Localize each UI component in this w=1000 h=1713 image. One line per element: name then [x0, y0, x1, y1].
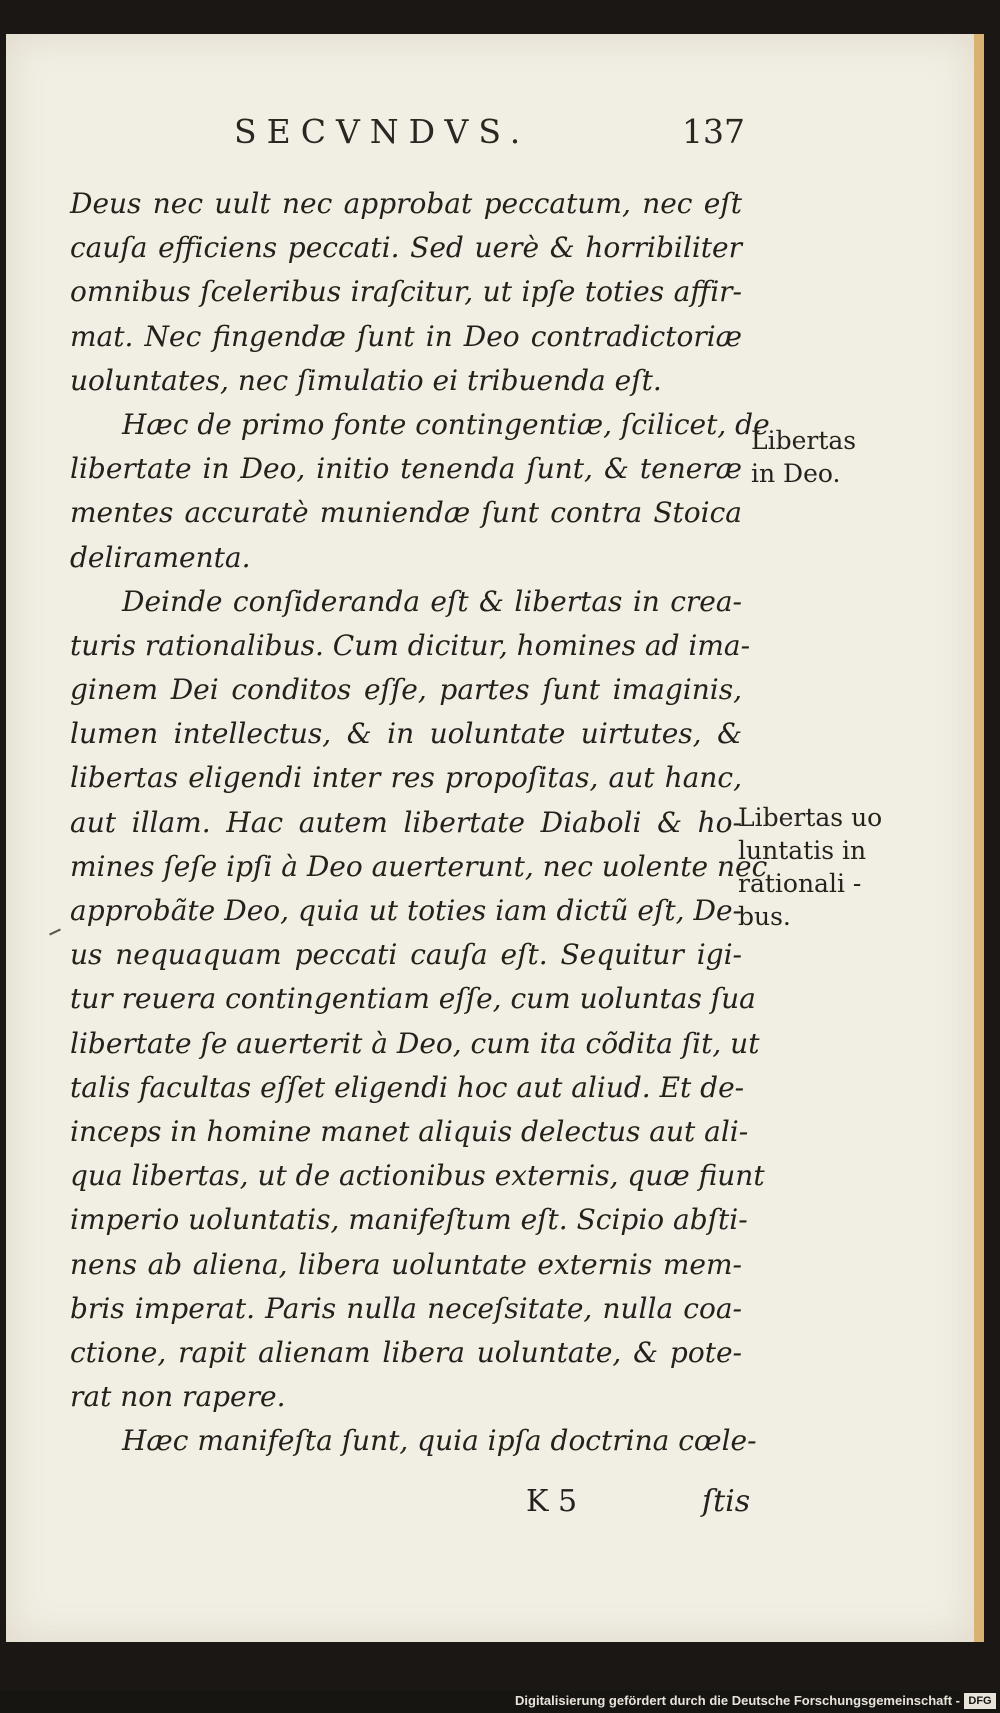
text-line: tur reuera contingentiam eſſe, cum uoluntas ſua — [70, 982, 756, 1016]
marginal-note-libertas-voluntatis — [738, 801, 882, 933]
text-line: ginem Dei conditos eſſe, partes ſunt imaginis, — [70, 673, 742, 707]
text-line: Deus nec uult nec approbat peccatum, nec eſt — [70, 187, 742, 220]
text-line: omnibus ſceleribus iraſcitur, ut ipſe toties affir- — [70, 275, 742, 309]
text-line: bris imperat. Paris nulla neceſsitate, nulla coa- — [70, 1291, 742, 1325]
text-line: Hæc manifeſta ſunt, quia ipſa doctrina cœle- — [122, 1424, 757, 1458]
text-line: Deinde conſideranda eſt & libertas in crea- — [122, 584, 742, 618]
running-head — [6, 112, 974, 172]
text-line: cauſa efficiens peccati. Sed uerè & horribiliter — [70, 231, 742, 265]
text-line: qua libertas, ut de actionibus externis, quæ fiunt — [70, 1159, 765, 1193]
text-line: deliramenta. — [70, 540, 251, 574]
text-line: nens ab aliena, libera uoluntate externis mem- — [70, 1247, 742, 1281]
text-line: rat non rapere. — [70, 1380, 286, 1414]
text-line: approbãte Deo, quia ut toties iam dictũ eſt, De- — [70, 894, 742, 927]
running-head-title: SECVNDVS. — [234, 112, 531, 151]
body-text — [70, 182, 770, 1463]
text-line: libertas eligendi inter res propoſitas, aut hanc, — [70, 761, 742, 795]
text-line: libertate ſe auerterit à Deo, cum ita cõdita ſit, ut — [70, 1026, 760, 1060]
marginal-note-line: bus. — [738, 902, 791, 931]
signature-mark: K 5 — [526, 1484, 578, 1519]
page-footer — [6, 1484, 974, 1534]
book-page — [6, 34, 984, 1642]
text-line: inceps in homine manet aliquis delectus aut ali- — [70, 1114, 749, 1148]
dfg-logo-icon: DFG — [964, 1693, 996, 1709]
text-line: turis rationalibus. Cum dicitur, homines ad ima- — [70, 628, 751, 662]
marginal-note-line: luntatis in — [738, 836, 867, 865]
page-number: 137 — [682, 112, 745, 151]
credit-bar — [0, 1691, 1000, 1713]
credit-text: Digitalisierung gefördert durch die Deutsche Forschungsgemeinschaft - — [515, 1693, 960, 1708]
ink-mark — [49, 929, 61, 936]
marginal-note-line: Libertas — [751, 426, 857, 455]
text-line: libertate in Deo, initio tenenda ſunt, & teneræ — [70, 452, 742, 486]
text-line: Hæc de primo fonte contingentiæ, ſcilicet, de — [122, 407, 770, 441]
text-line: mentes accuratè muniendæ ſunt contra Stoica — [70, 496, 742, 530]
text-line: mines ſeſe ipſi à Deo auerterunt, nec uolente nec — [70, 849, 768, 883]
catchword: ſtis — [702, 1484, 751, 1519]
text-line: us nequaquam peccati cauſa eſt. Sequitur igi- — [70, 938, 742, 972]
marginal-note-line: rationali - — [738, 869, 862, 898]
text-line: uoluntates, nec ſimulatio ei tribuenda eſt. — [70, 363, 662, 397]
text-line: aut illam. Hac autem libertate Diaboli & ho- — [70, 805, 742, 839]
text-line: lumen intellectus, & in uoluntate uirtutes, & — [70, 717, 742, 751]
text-line: talis facultas eſſet eligendi hoc aut aliud. Et de- — [70, 1070, 745, 1104]
marginal-note-line: in Deo. — [751, 459, 841, 488]
text-line: ctione, rapit alienam libera uoluntate, & pote- — [70, 1335, 742, 1369]
text-line: mat. Nec fingendæ ſunt in Deo contradictoriæ — [70, 319, 742, 353]
marginal-note-libertas-in-deo — [751, 424, 856, 490]
marginal-note-line: Libertas uo — [738, 803, 883, 832]
text-line: imperio uoluntatis, manifeſtum eſt. Scipio abſti- — [70, 1203, 748, 1237]
